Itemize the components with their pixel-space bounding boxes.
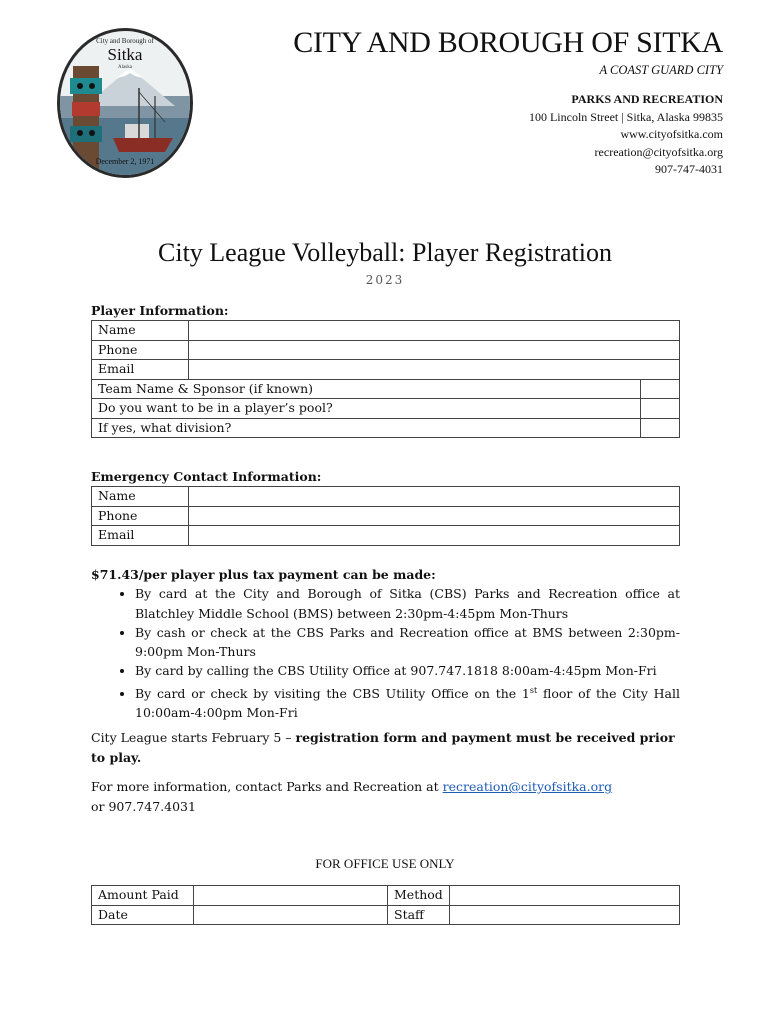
table-row xyxy=(92,487,680,507)
payment-section xyxy=(91,565,680,723)
city-title: CITY AND BOROUGH OF SITKA xyxy=(293,26,723,59)
table-row xyxy=(92,360,680,380)
website-link[interactable]: www.cityofsitka.com xyxy=(620,127,723,141)
table-row xyxy=(92,526,680,546)
table-row xyxy=(92,399,680,419)
player-name-input[interactable] xyxy=(189,321,680,341)
payment-options-list xyxy=(91,584,680,722)
svg-text:Sitka: Sitka xyxy=(107,45,143,64)
field-label: Name xyxy=(92,321,189,341)
field-label: Email xyxy=(92,526,189,546)
svg-text:Alaska: Alaska xyxy=(118,65,132,70)
field-label: Team Name & Sponsor (if known) xyxy=(92,379,641,399)
list-item-text: floor of the City Hall 10:00am-4:00pm Mon-Fri xyxy=(135,685,681,721)
table-row xyxy=(92,886,680,906)
field-label: Method xyxy=(388,886,450,906)
field-label: Do you want to be in a player’s pool? xyxy=(92,399,641,419)
department-name: PARKS AND RECREATION xyxy=(571,92,723,106)
staff-input[interactable] xyxy=(450,905,680,925)
city-tagline: A COAST GUARD CITY xyxy=(599,63,723,77)
document-title: City League Volleyball: Player Registration xyxy=(158,238,612,267)
more-info-text: For more information, contact Parks and Recreation at xyxy=(91,779,443,794)
team-sponsor-input[interactable] xyxy=(641,379,680,399)
amount-paid-input[interactable] xyxy=(194,886,388,906)
player-email-input[interactable] xyxy=(189,360,680,380)
document-year: 2023 xyxy=(365,273,405,287)
table-row xyxy=(92,379,680,399)
date-input[interactable] xyxy=(194,905,388,925)
svg-text:December 2, 1971: December 2, 1971 xyxy=(95,157,155,166)
field-label: Amount Paid xyxy=(92,886,194,906)
player-info-label: Player Information: xyxy=(91,303,229,318)
list-item: • By card at the City and Borough of Sitka (CBS) Parks and Recreation office at Blatchley Middle School (BMS) between 2:30pm-4:45pm Mon-Thurs xyxy=(135,584,680,623)
ordinal-suffix: st xyxy=(529,685,538,695)
field-label: Date xyxy=(92,905,194,925)
office-use-heading: FOR OFFICE USE ONLY xyxy=(315,856,455,871)
phone-number: 907-747-4031 xyxy=(655,162,723,176)
list-item-text: By card or check by visiting the CBS Utility Office on the 1 xyxy=(135,685,530,701)
table-row xyxy=(92,321,680,341)
player-pool-input[interactable] xyxy=(641,399,680,419)
emergency-contact-table xyxy=(91,486,680,546)
table-row xyxy=(92,340,680,360)
division-input[interactable] xyxy=(641,418,680,438)
more-info xyxy=(91,777,680,816)
emergency-name-input[interactable] xyxy=(189,487,680,507)
table-row xyxy=(92,506,680,526)
table-row xyxy=(92,418,680,438)
payment-heading: $71.43/per player plus tax payment can be made: xyxy=(91,567,436,582)
recreation-email-link[interactable]: recreation@cityofsitka.org xyxy=(442,779,613,794)
emergency-contact-label: Emergency Contact Information: xyxy=(91,469,322,484)
email-link[interactable]: recreation@cityofsitka.org xyxy=(594,144,723,159)
field-label: Email xyxy=(92,360,189,380)
office-use-table xyxy=(91,885,680,925)
field-label: Name xyxy=(92,487,189,507)
address: 100 Lincoln Street | Sitka, Alaska 99835 xyxy=(528,109,723,124)
city-seal-logo xyxy=(55,26,195,180)
list-item: • By cash or check at the CBS Parks and Recreation office at BMS between 2:30pm-9:00pm Mon-Thurs xyxy=(135,623,680,662)
player-phone-input[interactable] xyxy=(189,340,680,360)
emergency-email-input[interactable] xyxy=(189,526,680,546)
notice-bold-text: registration form and payment must be received prior to play. xyxy=(91,730,675,765)
list-item: • By card by calling the CBS Utility Office at 907.747.1818 8:00am-4:45pm Mon-Fri xyxy=(135,661,680,680)
contact-block xyxy=(529,91,723,179)
field-label: Phone xyxy=(92,506,189,526)
field-label: Staff xyxy=(388,905,450,925)
svg-text:City and Borough of: City and Borough of xyxy=(96,37,154,45)
emergency-phone-input[interactable] xyxy=(189,506,680,526)
notice-text: City League starts February 5 – xyxy=(91,730,296,745)
player-info-table xyxy=(91,320,680,438)
league-start-notice xyxy=(91,728,680,767)
list-item xyxy=(135,681,680,723)
table-row xyxy=(92,905,680,925)
more-info-phone: or 907.747.4031 xyxy=(91,798,196,814)
field-label: If yes, what division? xyxy=(92,418,641,438)
field-label: Phone xyxy=(92,340,189,360)
method-input[interactable] xyxy=(450,886,680,906)
